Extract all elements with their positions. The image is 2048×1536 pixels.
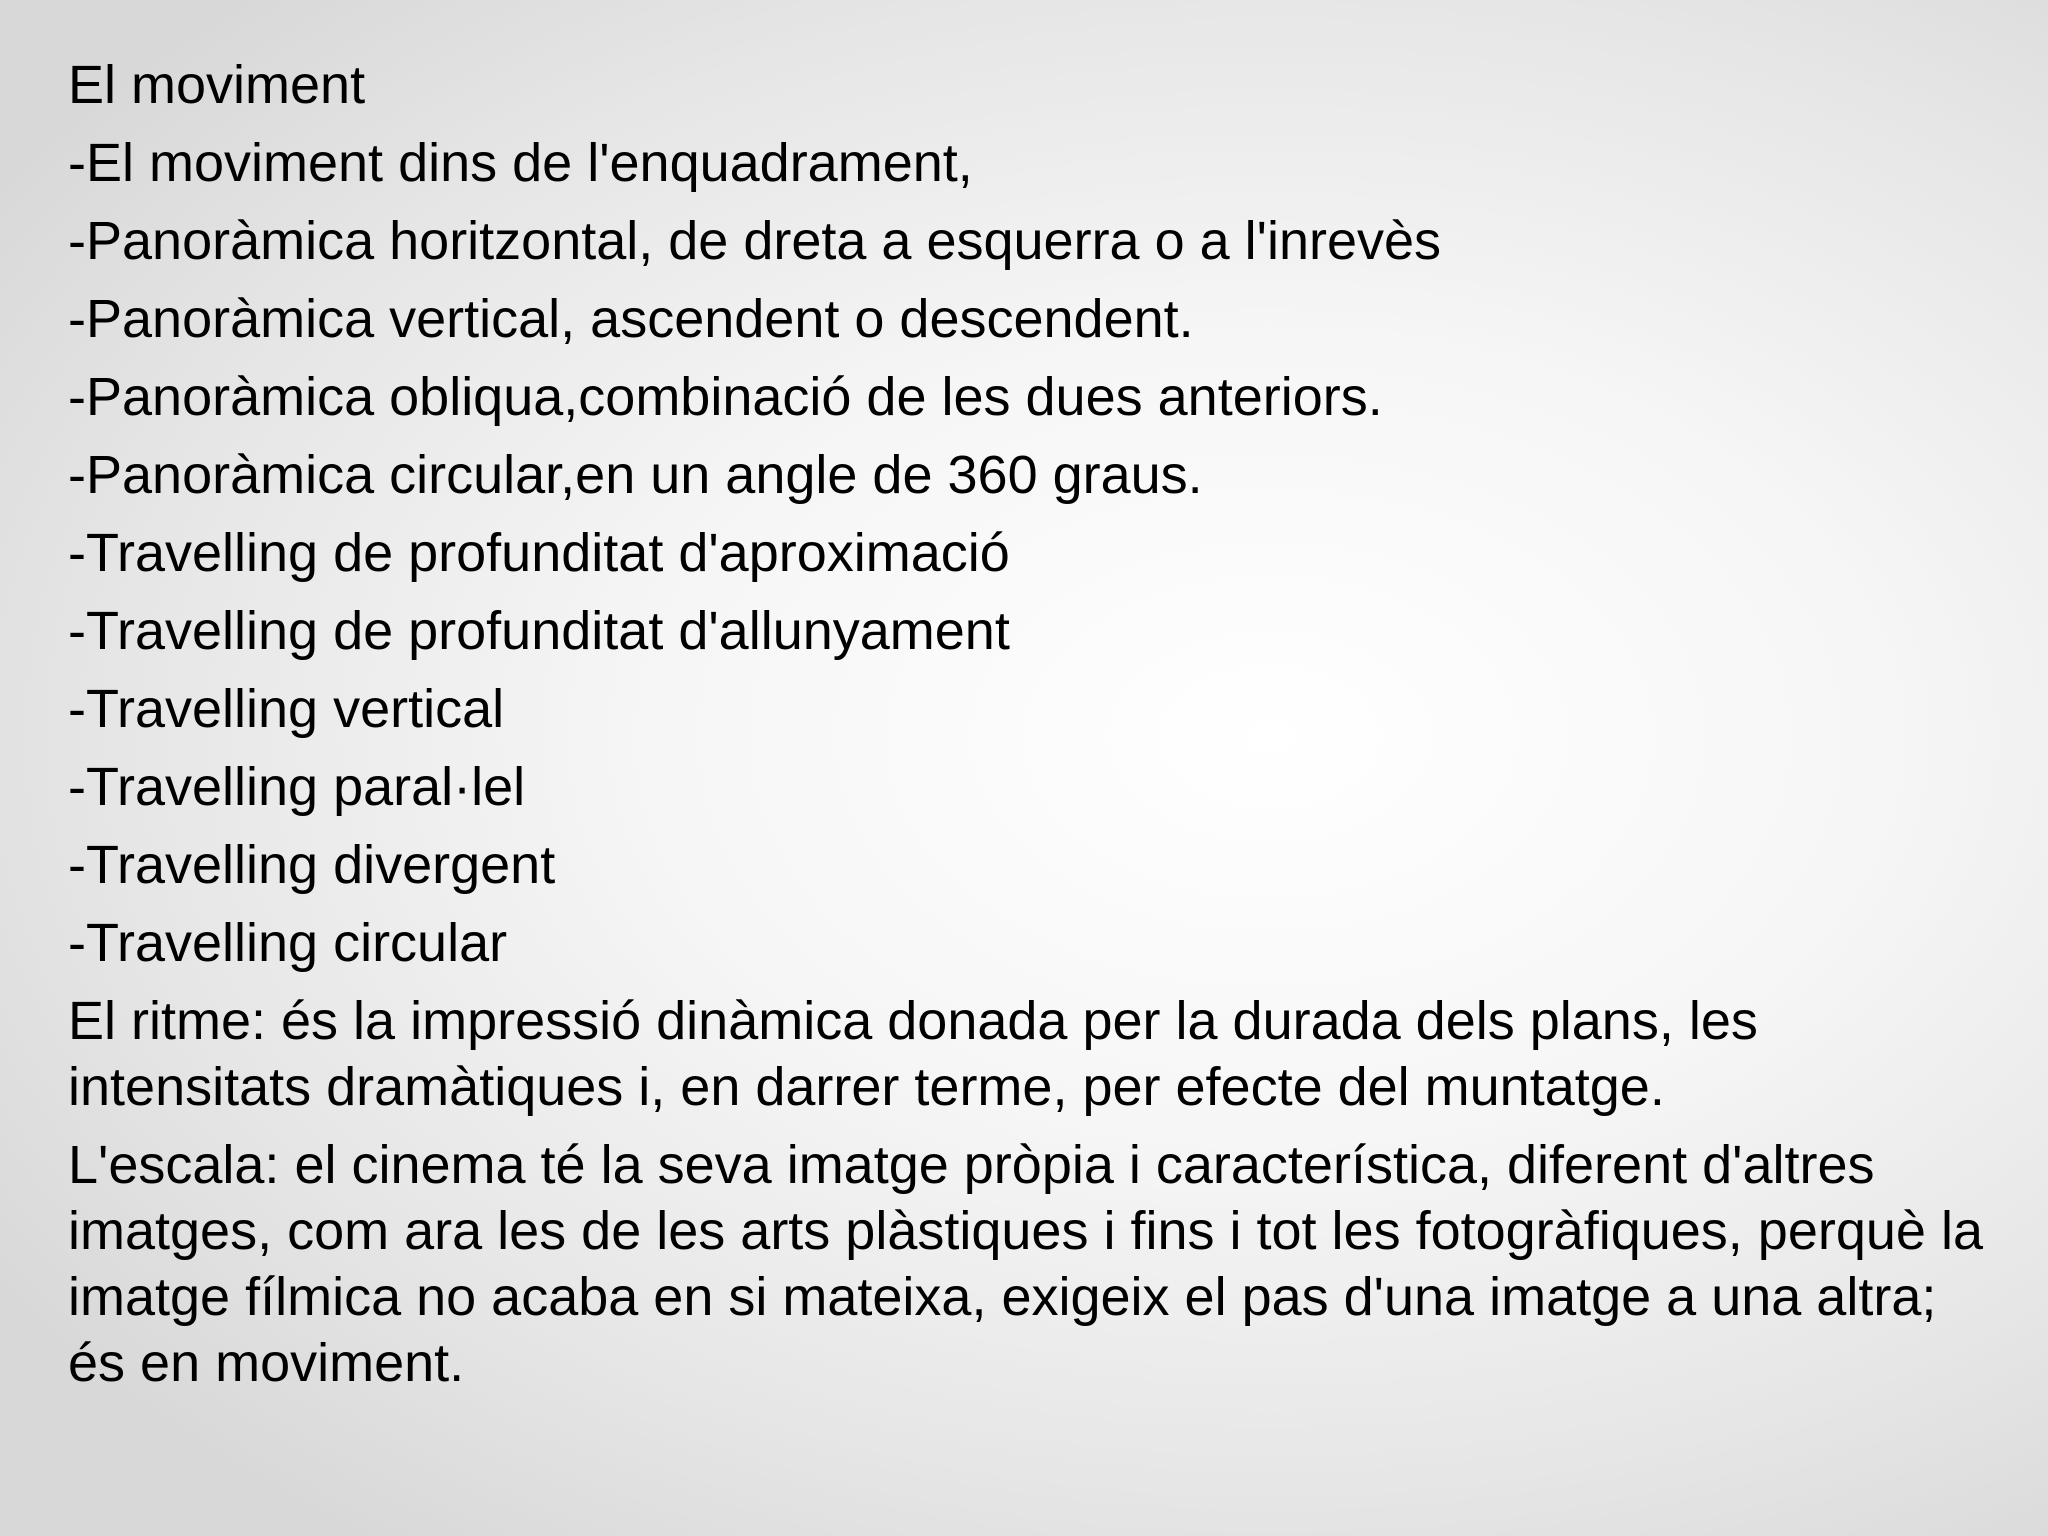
list-item: -Panoràmica horitzontal, de dreta a esquerra o a l'inrevès xyxy=(68,211,1442,271)
list-item: -Panoràmica circular,en un angle de 360 graus. xyxy=(68,445,1203,505)
list-item: -Panoràmica obliqua,combinació de les dues anteriors. xyxy=(68,367,1383,427)
paragraph-ritme: El ritme: és la impressió dinàmica donada per la durada dels plans, les intensitats dramàtiques i, en darrer terme, per efecte del muntatge. xyxy=(68,991,1758,1117)
list-item: -Travelling de profunditat d'allunyament xyxy=(68,601,1010,661)
list-item: -Travelling divergent xyxy=(68,835,556,895)
slide-content xyxy=(68,52,2003,1408)
list-item: -Travelling paral·lel xyxy=(68,757,526,817)
list-item: -El moviment dins de l'enquadrament, xyxy=(68,133,973,193)
list-item: -Panoràmica vertical, ascendent o descendent. xyxy=(68,289,1194,349)
list-item: -Travelling circular xyxy=(68,913,508,973)
paragraph-escala: L'escala: el cinema té la seva imatge pròpia i característica, diferent d'altres imatges, com ara les de les arts plàstiques i fins i tot les fotogràfiques, perquè la imatge fílmica no acaba en si mateixa, exigeix el pas d'una imatge a una altra; és en moviment. xyxy=(68,1135,1983,1393)
list-item: -Travelling de profunditat d'aproximació xyxy=(68,523,1010,583)
list-item: -Travelling vertical xyxy=(68,679,505,739)
slide-title: El moviment xyxy=(68,55,366,115)
